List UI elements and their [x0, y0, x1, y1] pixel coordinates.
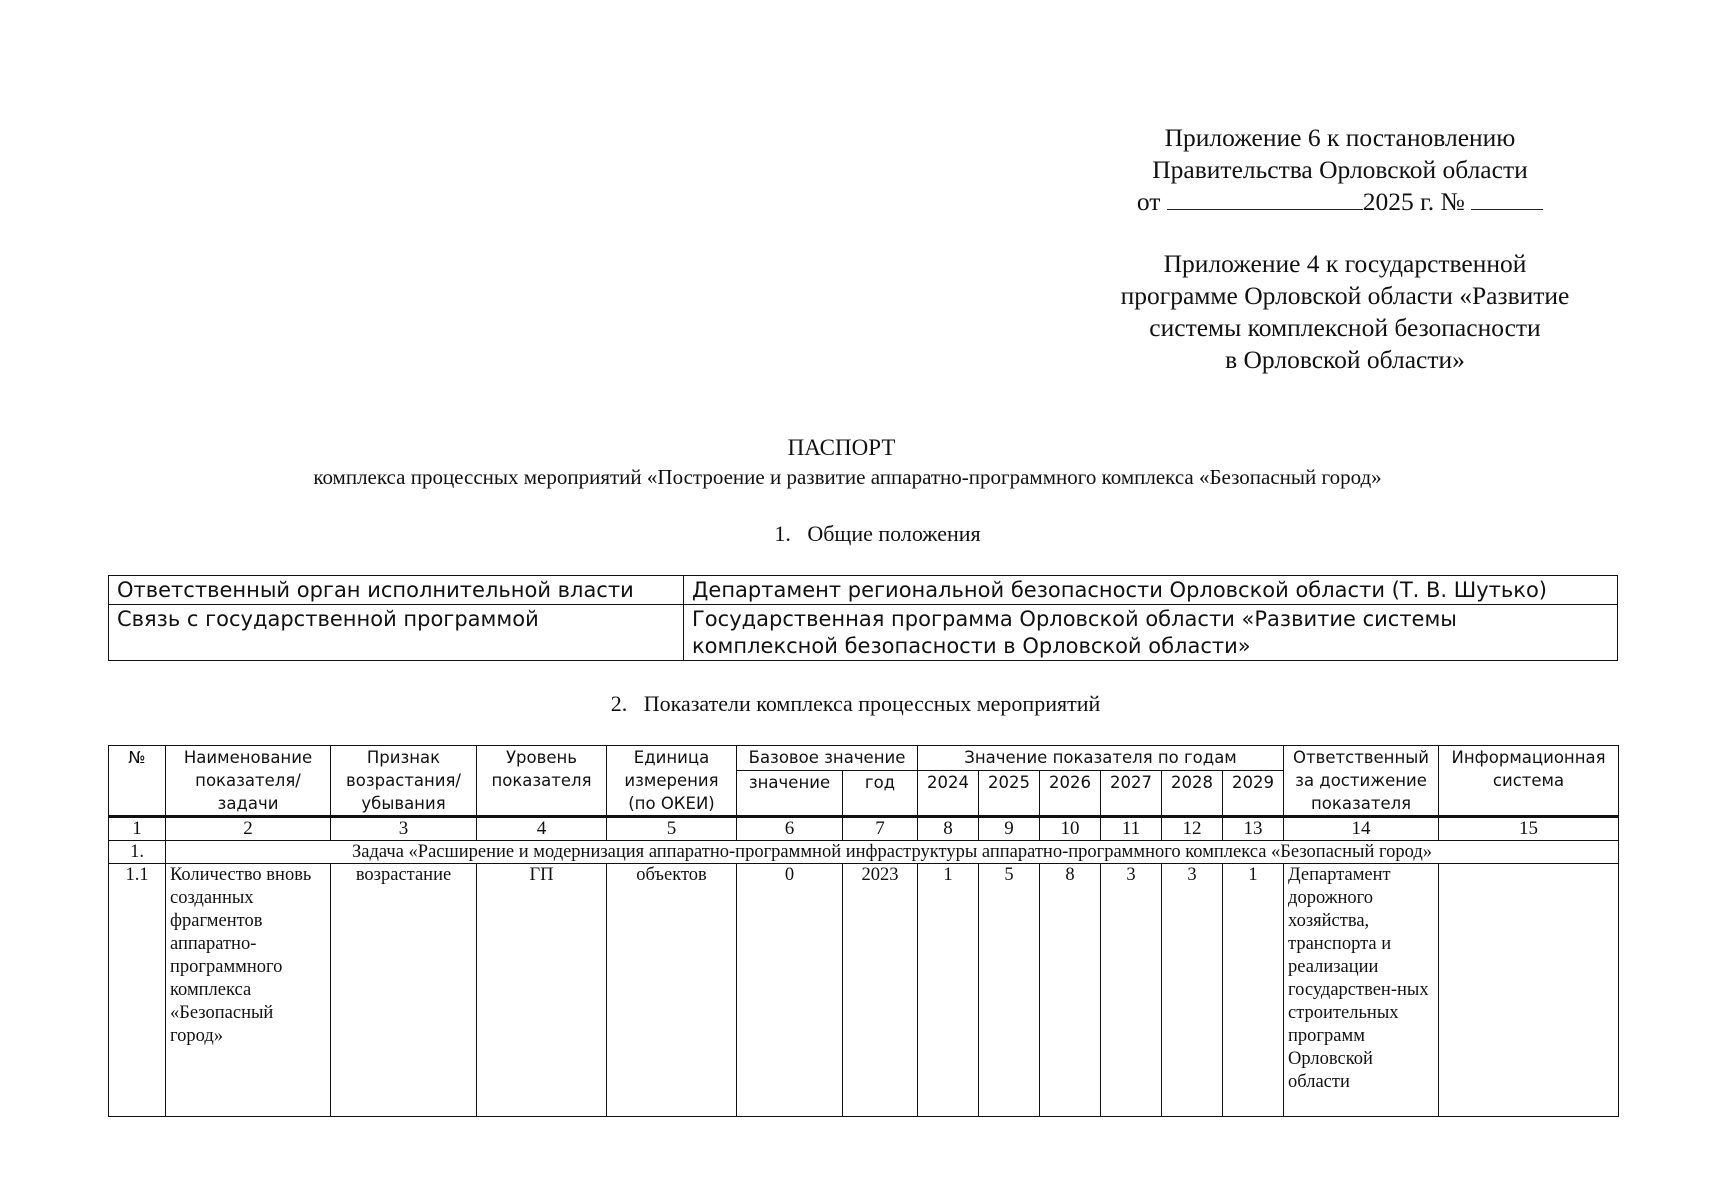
- column-number: 9: [979, 817, 1040, 841]
- appendix-4-line3: системы комплексной безопасности: [1149, 313, 1541, 342]
- year-value: 8: [1040, 864, 1101, 1117]
- info-system-value: [1439, 864, 1619, 1117]
- column-number: 8: [918, 817, 979, 841]
- general-row: [109, 605, 1618, 661]
- col-year-header: 2027: [1101, 771, 1162, 817]
- col-year-header: 2025: [979, 771, 1040, 817]
- column-number: 5: [607, 817, 737, 841]
- appendix-6-block: [1080, 122, 1600, 218]
- col-year-header: 2026: [1040, 771, 1101, 817]
- column-number: 3: [331, 817, 477, 841]
- col-trend-header: Признак возрастания/ убывания: [331, 746, 477, 817]
- col-year-header: 2029: [1223, 771, 1284, 817]
- col-responsible-header: Ответственный за достижение показателя: [1284, 746, 1439, 817]
- trend-value: возрастание: [331, 864, 477, 1117]
- year-number-label: 2025 г. №: [1362, 187, 1465, 216]
- column-number: 1: [109, 817, 166, 841]
- column-number: 15: [1439, 817, 1619, 841]
- row-number: 1.1: [109, 864, 166, 1117]
- column-number: 13: [1223, 817, 1284, 841]
- col-year-header: 2028: [1162, 771, 1223, 817]
- col-base-header: Базовое значение: [737, 746, 918, 771]
- level-value: ГП: [477, 864, 607, 1117]
- base-year: 2023: [843, 864, 918, 1117]
- task-number: 1.: [109, 841, 166, 864]
- header-row-1: [109, 746, 1619, 771]
- col-info-system-header: Информационная система: [1439, 746, 1619, 817]
- general-row-value: Государственная программа Орловской области «Развитие системы комплексной безопасности в Орловской области»: [684, 605, 1618, 661]
- column-number: 4: [477, 817, 607, 841]
- col-base-year-header: год: [843, 771, 918, 817]
- indicators-table: [108, 745, 1619, 1117]
- column-number: 2: [166, 817, 331, 841]
- date-prefix: от: [1136, 187, 1161, 216]
- passport-subtitle: комплекса процессных мероприятий «Построение и развитие аппаратно-программного комплекса «Безопасный город»: [313, 465, 1382, 489]
- base-value: 0: [737, 864, 843, 1117]
- general-row-label: Ответственный орган исполнительной власти: [109, 576, 684, 605]
- date-blank: [1167, 187, 1363, 210]
- appendix-4-line2: программе Орловской области «Развитие: [1120, 281, 1570, 310]
- general-row-label: Связь с государственной программой: [109, 605, 684, 661]
- responsible-value: Департамент дорожного хозяйства, транспорта и реализации государствен-ных строительных программ Орловской области: [1284, 864, 1439, 1117]
- appendix-6-line1: Приложение 6 к постановлению: [1164, 123, 1516, 152]
- appendix-4-line1: Приложение 4 к государственной: [1163, 249, 1527, 278]
- general-provisions-table: [108, 575, 1618, 661]
- appendix-4-block: [1080, 248, 1610, 376]
- year-value: 5: [979, 864, 1040, 1117]
- general-row-value: Департамент региональной безопасности Орловской области (Т. В. Шутько): [684, 576, 1618, 605]
- col-name-header: Наименование показателя/ задачи: [166, 746, 331, 817]
- col-base-value-header: значение: [737, 771, 843, 817]
- section-2-heading: 2. Показатели комплекса процессных мероприятий: [610, 691, 1101, 716]
- col-years-header: Значение показателя по годам: [918, 746, 1284, 771]
- appendix-6-line2: Правительства Орловской области: [1152, 155, 1528, 184]
- column-number: 14: [1284, 817, 1439, 841]
- appendix-4-line4: в Орловской области»: [1225, 345, 1465, 374]
- passport-title: ПАСПОРТ: [787, 435, 896, 460]
- appendix-6-line3: [1080, 186, 1600, 218]
- column-number: 11: [1101, 817, 1162, 841]
- section-1-heading: 1. Общие положения: [774, 521, 981, 546]
- table-row: [109, 864, 1619, 1117]
- column-number: 6: [737, 817, 843, 841]
- col-unit-header: Единица измерения (по ОКЕИ): [607, 746, 737, 817]
- unit-value: объектов: [607, 864, 737, 1117]
- column-number: 12: [1162, 817, 1223, 841]
- year-value: 1: [1223, 864, 1284, 1117]
- indicator-name: Количество вновь созданных фрагментов аппаратно-программного комплекса «Безопасный город»: [166, 864, 331, 1117]
- col-level-header: Уровень показателя: [477, 746, 607, 817]
- column-number: 10: [1040, 817, 1101, 841]
- col-year-header: 2024: [918, 771, 979, 817]
- task-row: [109, 841, 1619, 864]
- general-row: [109, 576, 1618, 605]
- year-value: 3: [1162, 864, 1223, 1117]
- column-numbers-row: [109, 817, 1619, 841]
- task-text: Задача «Расширение и модернизация аппаратно-программной инфраструктуры аппаратно-программного комплекса «Безопасный город»: [166, 841, 1619, 864]
- col-no-header: №: [109, 746, 166, 817]
- column-number: 7: [843, 817, 918, 841]
- year-value: 1: [918, 864, 979, 1117]
- year-value: 3: [1101, 864, 1162, 1117]
- number-blank: [1471, 187, 1543, 210]
